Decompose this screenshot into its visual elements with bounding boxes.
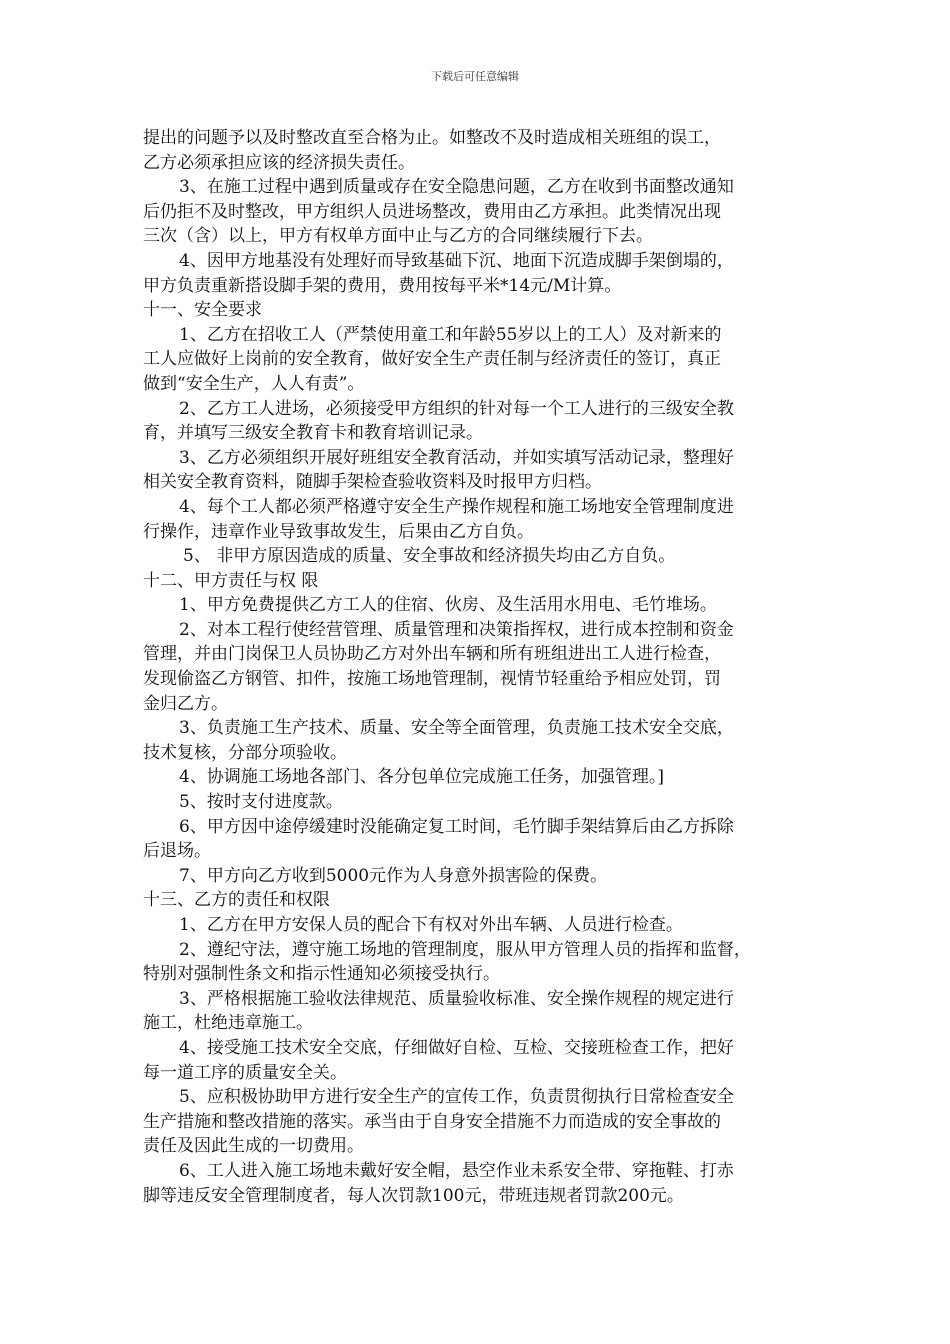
text-line: 7、甲方向乙方收到5000元作为人身意外损害险的保费。: [179, 865, 608, 886]
text-line: 技术复核，分部分项验收。: [143, 742, 347, 763]
text-line: 2、对本工程行使经营管理、质量管理和决策指挥权，进行成本控制和资金: [179, 619, 734, 640]
text-line: 三次（含）以上，甲方有权单方面中止与乙方的合同继续履行下去。: [143, 226, 653, 247]
text-line: 3、乙方必须组织开展好班组安全教育活动，并如实填写活动记录，整理好: [179, 447, 734, 468]
text-line: 2、遵纪守法，遵守施工场地的管理制度，服从甲方管理人员的指挥和监督，: [179, 939, 751, 960]
text-line: 行操作，违章作业导致事故发生，后果由乙方自负。: [143, 521, 534, 542]
text-line: 施工，杜绝违章施工。: [143, 1013, 313, 1034]
text-line: 做到“安全生产，人人有责”。: [143, 373, 365, 394]
section-heading: 十二、甲方责任与权 限: [143, 570, 319, 591]
text-line: 2、乙方工人进场，必须接受甲方组织的针对每一个工人进行的三级安全教: [179, 398, 734, 419]
text-line: 育，并填写三级安全教育卡和教育培训记录。: [143, 423, 483, 444]
text-line: 管理，并由门岗保卫人员协助乙方对外出车辆和所有班组进出工人进行检查，: [143, 644, 721, 665]
text-line: 提出的问题予以及时整改直至合格为止。如整改不及时造成相关班组的误工，: [143, 128, 721, 148]
text-line: 3、严格根据施工验收法律规范、质量验收标准、安全操作规程的规定进行: [179, 988, 734, 1009]
text-line: 脚等违反安全管理制度者，每人次罚款100元，带班违规者罚款200元。: [143, 1185, 684, 1206]
text-line: 5、按时支付进度款。: [179, 792, 343, 813]
section-heading: 十三、乙方的责任和权限: [143, 890, 330, 911]
text-line: 4、每个工人都必须严格遵守安全生产操作规程和施工场地安全管理制度进: [179, 496, 734, 517]
text-line: 4、因甲方地基没有处理好而导致基础下沉、地面下沉造成脚手架倒塌的，: [179, 250, 734, 271]
text-line: 后退场。: [143, 841, 211, 862]
text-line: 1、乙方在招收工人（严禁使用童工和年龄55岁以上的工人）及对新来的: [179, 324, 722, 345]
text-line: 相关安全教育资料，随脚手架检查验收资料及时报甲方归档。: [143, 472, 602, 493]
text-line: 5、应积极协助甲方进行安全生产的宣传工作，负责贯彻执行日常检查安全: [179, 1087, 734, 1108]
text-line: 金归乙方。: [143, 693, 228, 714]
text-line: 1、甲方免费提供乙方工人的住宿、伙房、及生活用水用电、毛竹堆场。: [179, 595, 717, 616]
text-line: 乙方必须承担应该的经济损失责任。: [143, 152, 415, 173]
text-line: 4、协调施工场地各部门、各分包单位完成施工任务，加强管理。]: [179, 767, 664, 788]
text-line: 3、在施工过程中遇到质量或存在安全隐患问题，乙方在收到书面整改通知: [179, 177, 734, 198]
text-line: 后仍拒不及时整改，甲方组织人员进场整改，费用由乙方承担。此类情况出现: [143, 201, 721, 222]
text-line: 发现偷盗乙方钢管、扣件，按施工场地管理制，视情节轻重给予相应处罚，罚: [143, 669, 721, 690]
text-line: 甲方负责重新搭设脚手架的费用，费用按每平米*14元/M计算。: [143, 275, 622, 296]
text-line: 工人应做好上岗前的安全教育，做好安全生产责任制与经济责任的签订，真正: [143, 349, 721, 370]
text-line: 3、负责施工生产技术、质量、安全等全面管理，负责施工技术安全交底，: [179, 718, 734, 739]
text-line: 生产措施和整改措施的落实。承当由于自身安全措施不力而造成的安全事故的: [143, 1111, 721, 1132]
text-line: 4、接受施工技术安全交底，仔细做好自检、互检、交接班检查工作，把好: [179, 1037, 734, 1058]
document-body: [143, 126, 813, 1208]
section-heading: 十一、安全要求: [143, 300, 262, 321]
text-line: 责任及因此生成的一切费用。: [143, 1136, 364, 1157]
text-line: 6、工人进入施工场地未戴好安全帽，悬空作业未系安全带、穿拖鞋、打赤: [179, 1160, 734, 1181]
text-line: 1、乙方在甲方安保人员的配合下有权对外出车辆、人员进行检查。: [179, 915, 683, 935]
text-line: 每一道工序的质量安全关。: [143, 1062, 347, 1083]
text-line: 6、甲方因中途停缓建时没能确定复工时间，毛竹脚手架结算后由乙方拆除: [179, 816, 734, 837]
text-line: 5、 非甲方原因造成的质量、安全事故和经济损失均由乙方自负。: [183, 546, 676, 567]
text-line: 特别对强制性条文和指示性通知必须接受执行。: [143, 964, 500, 985]
page-header: 下载后可任意编辑: [431, 70, 519, 83]
